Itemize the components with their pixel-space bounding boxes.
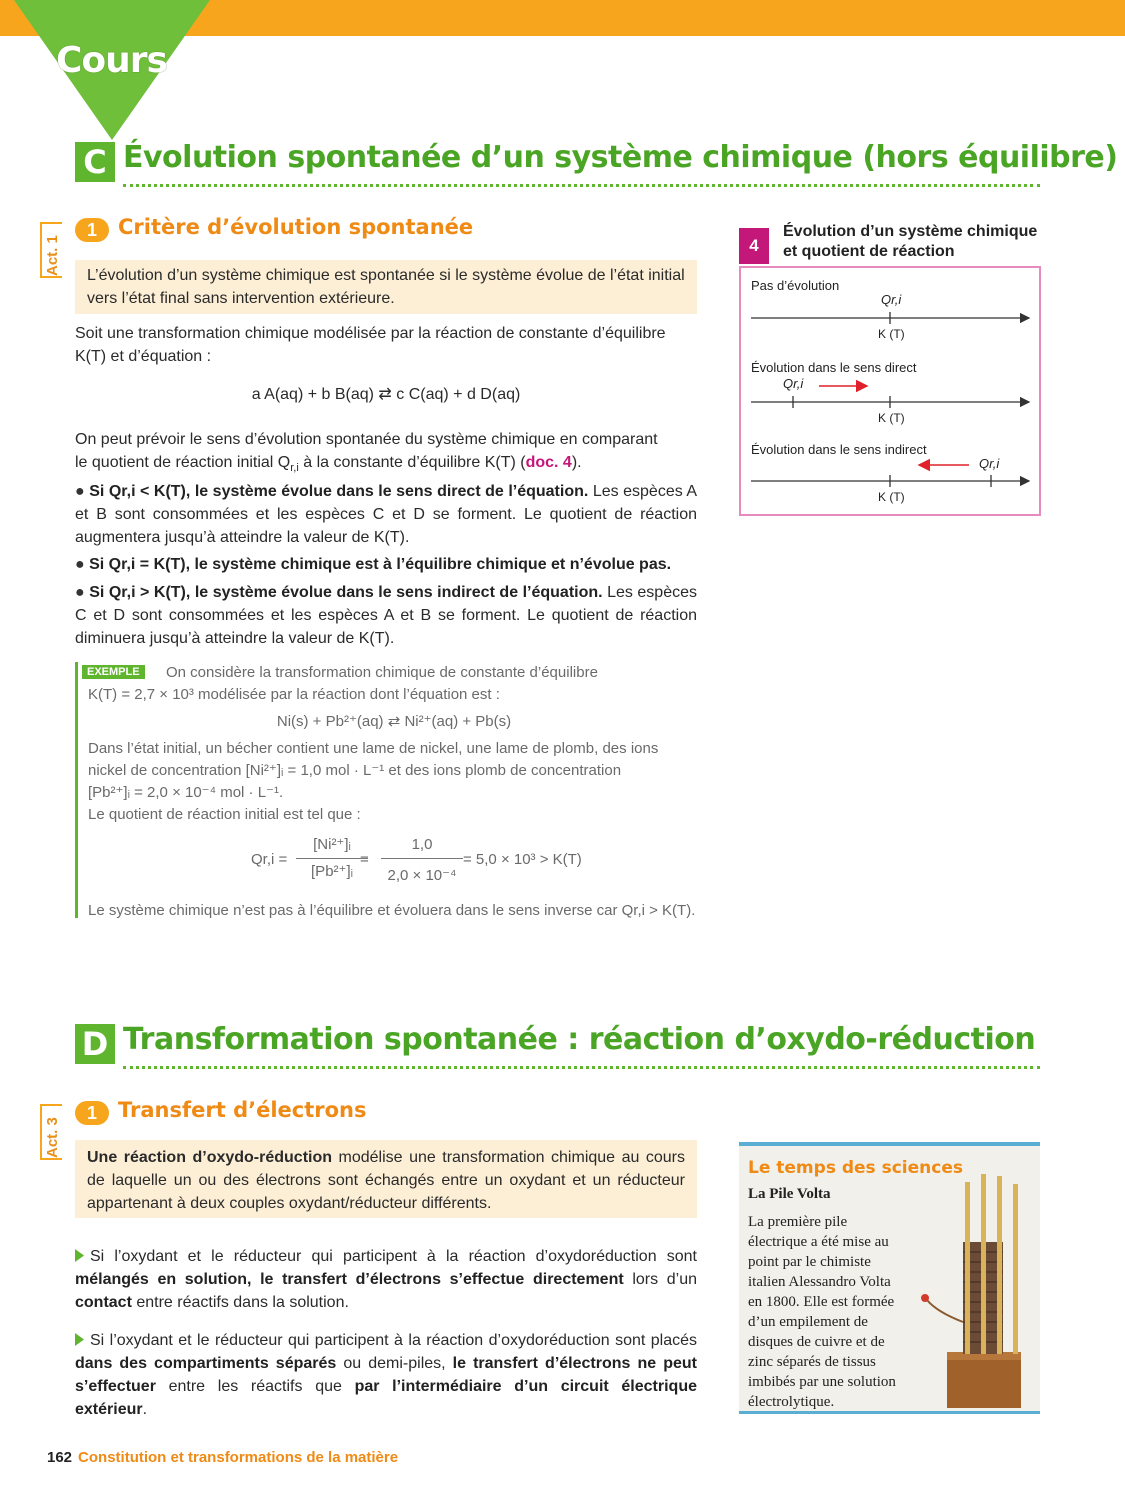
triangle-bullet-icon: [75, 1333, 84, 1346]
intro-paragraph: [75, 322, 697, 368]
doc-4-figure: [739, 220, 1041, 516]
predict-text-a: le quotient de réaction initial Q: [75, 454, 291, 471]
case-indirect: [75, 581, 697, 650]
predict-text-c: ).: [571, 454, 582, 471]
b2-bold-3: par l’intermédiaire d’un circuit électrique extérieur: [75, 1378, 697, 1418]
doc-4-title-line-2: et quotient de réaction: [783, 243, 955, 260]
row-1-k: K (T): [878, 327, 905, 341]
page-number: 162: [47, 1449, 73, 1466]
predict-line-2: [75, 451, 697, 480]
row-3-label: Évolution dans le sens indirect: [751, 442, 927, 457]
case-direct: [75, 480, 697, 549]
fraction-1-numerator: [Ni²⁺]ᵢ: [313, 836, 351, 853]
definition-d-text: modélise une transformation chimique au cours de laquelle un ou des électrons sont échangés entre un oxydant et un réducteur appartenant à deux couples oxydant/réducteur différents.: [87, 1149, 685, 1212]
predict-paragraph: [75, 428, 697, 480]
science-text: La première pile électrique a été mise au point par le chimiste italien Alessandro Volta en 1800. Elle est formée d’un empilement de disques de cuivre et de zinc séparés de tissus imbibés par une solution électrolytique.: [748, 1214, 896, 1410]
predict-text-b: à la constante d’équilibre K(T) (: [298, 454, 526, 471]
b2-bold-2: le transfert d’électrons ne peut s’effectuer: [75, 1355, 697, 1395]
b2-text-3: entre les réactifs que: [155, 1378, 355, 1395]
b1-bold-2: contact: [75, 1294, 132, 1311]
bullet-mixed-solution: [75, 1245, 697, 1314]
q-label: Qr,i =: [251, 851, 288, 868]
subsection-d1-number: 1: [75, 1101, 109, 1125]
row-3-k: K (T): [878, 490, 905, 504]
fraction-1-denominator: [Pb²⁺]ᵢ: [311, 863, 353, 880]
row-1-label: Pas d’évolution: [751, 278, 840, 293]
case-indirect-bold: Si Qr,i > K(T), le système évolue dans le sens indirect de l’équation.: [89, 584, 603, 601]
section-c-letter: C: [75, 142, 115, 182]
example-equation: Ni(s) + Pb²⁺(aq) ⇄ Ni²⁺(aq) + Pb(s): [276, 713, 512, 730]
b2-text-4: .: [142, 1401, 148, 1418]
bullet-dot: ●: [75, 556, 90, 573]
definition-box-c: [75, 260, 697, 314]
section-c-title: Évolution spontanée d’un système chimique (hors équilibre): [123, 140, 1118, 175]
case-equilibrium-bold: Si Qr,i = K(T), le système chimique est à l’équilibre chimique et n’évolue pas.: [89, 556, 672, 573]
section-c-header: [75, 140, 1118, 186]
row-2-label: Évolution dans le sens direct: [751, 360, 917, 375]
bullet-dot: ●: [75, 483, 90, 500]
equals-sign: =: [360, 851, 369, 868]
example-line-5: [Pb²⁺]ᵢ = 2,0 × 10⁻⁴ mol · L⁻¹.: [88, 784, 284, 801]
doc-4-diagram: [741, 268, 1039, 514]
bullet-dot: ●: [75, 584, 90, 601]
cours-label: Cours: [56, 40, 167, 81]
section-d-title: Transformation spontanée : réaction d’oxydo-réduction: [123, 1022, 1036, 1057]
fraction-2-bar: [381, 858, 463, 859]
fraction-1-bar: [296, 858, 368, 859]
example-line-1: On considère la transformation chimique de constante d’équilibre: [166, 664, 598, 681]
b1-bold-1: mélangés en solution, le transfert d’électrons s’effectue directement: [75, 1271, 624, 1288]
subsection-c1-title: Critère d’évolution spontanée: [118, 215, 474, 239]
example-result: = 5,0 × 10³ > K(T): [463, 851, 582, 868]
section-d-letter: D: [75, 1024, 115, 1064]
example-line-2: K(T) = 2,7 × 10³ modélisée par la réaction dont l’équation est :: [88, 686, 500, 703]
chapter-title: Constitution et transformations de la matière: [78, 1449, 399, 1466]
doc-4-title: [783, 222, 1037, 262]
predict-line-1: On peut prévoir le sens d’évolution spontanée du système chimique en comparant: [75, 431, 658, 448]
b2-bold-1: dans des compartiments séparés: [75, 1355, 337, 1372]
fraction-1: [296, 834, 368, 883]
definition-c-text: L’évolution d’un système chimique est spontanée si le système évolue de l’état initial vers l’état final sans intervention extérieure.: [87, 267, 685, 307]
b1-text-3: entre réactifs dans la solution.: [131, 1294, 349, 1311]
example-line-6: Le quotient de réaction initial est tel que :: [88, 806, 361, 823]
intro-line-1: Soit une transformation chimique modélisée par la réaction de constante d’équilibre: [75, 325, 666, 342]
doc-4-title-line-1: Évolution d’un système chimique: [783, 223, 1038, 240]
science-title: Le temps des sciences: [748, 1158, 963, 1178]
example-block: [75, 662, 697, 918]
section-d-header: [75, 1022, 1040, 1068]
case-equilibrium: [75, 553, 697, 576]
science-box: [739, 1142, 1040, 1414]
fraction-2-numerator: 1,0: [411, 836, 433, 853]
case-direct-text: Les espèces A et B sont consommées et les espèces C et D se forment. Le quotient de réaction augmentera jusqu’à atteindre la valeur de K(T).: [75, 483, 698, 546]
example-conclusion: Le système chimique n’est pas à l’équilibre et évoluera dans le sens inverse car Qr,i > K(T).: [88, 902, 696, 919]
fraction-2-denominator: 2,0 × 10⁻⁴: [387, 867, 457, 884]
b1-text-1: Si l’oxydant et le réducteur qui participent à la réaction d’oxydoréduction sont: [90, 1248, 697, 1265]
row-1-q: Qr,i: [881, 292, 902, 307]
row-3-q: Qr,i: [979, 456, 1000, 471]
volta-pile-illustration: [917, 1172, 1037, 1412]
general-equation: a A(aq) + b B(aq) ⇄ c C(aq) + d D(aq): [251, 386, 521, 403]
b2-text-2: ou demi-piles,: [336, 1355, 453, 1372]
example-line-3: Dans l’état initial, un bécher contient une lame de nickel, une lame de plomb, des ions: [88, 740, 659, 757]
predict-subscript: r,i: [290, 462, 299, 475]
definition-d-bold: Une réaction d’oxydo-réduction: [87, 1149, 333, 1166]
intro-line-2: K(T) et d’équation :: [75, 348, 212, 365]
page-footer: [47, 1449, 398, 1466]
bullet-separated: [75, 1329, 697, 1421]
doc-4-box: [739, 266, 1041, 516]
subsection-c1-number: 1: [75, 218, 109, 242]
row-2-k: K (T): [878, 411, 905, 425]
act-1-label: Act. 1: [44, 235, 61, 276]
act-3-label: Act. 3: [44, 1117, 61, 1158]
b1-text-2: lors d’un: [623, 1271, 697, 1288]
example-line-4: nickel de concentration [Ni²⁺]ᵢ = 1,0 mol · L⁻¹ et des ions plomb de concentration: [88, 762, 622, 779]
section-c-divider: [123, 184, 1040, 187]
section-d-divider: [123, 1066, 1040, 1069]
doc-4-number: 4: [739, 228, 769, 264]
definition-box-d: [75, 1140, 697, 1218]
b2-text-1: Si l’oxydant et le réducteur qui participent à la réaction d’oxydoréduction sont placés: [90, 1332, 697, 1349]
subsection-d1-title: Transfert d’électrons: [118, 1098, 367, 1122]
science-subtitle: La Pile Volta: [748, 1186, 831, 1202]
doc-4-link[interactable]: doc. 4: [525, 454, 572, 471]
fraction-2: [381, 834, 463, 887]
example-badge: EXEMPLE: [82, 665, 145, 679]
triangle-bullet-icon: [75, 1249, 84, 1262]
row-2-q: Qr,i: [783, 376, 804, 391]
case-direct-bold: Si Qr,i < K(T), le système évolue dans le sens direct de l’équation.: [89, 483, 589, 500]
case-indirect-text: Les espèces C et D sont consommées et les espèces A et B se forment. Le quotient de réaction diminuera jusqu’à atteindre la valeur de K(T).: [75, 584, 697, 647]
